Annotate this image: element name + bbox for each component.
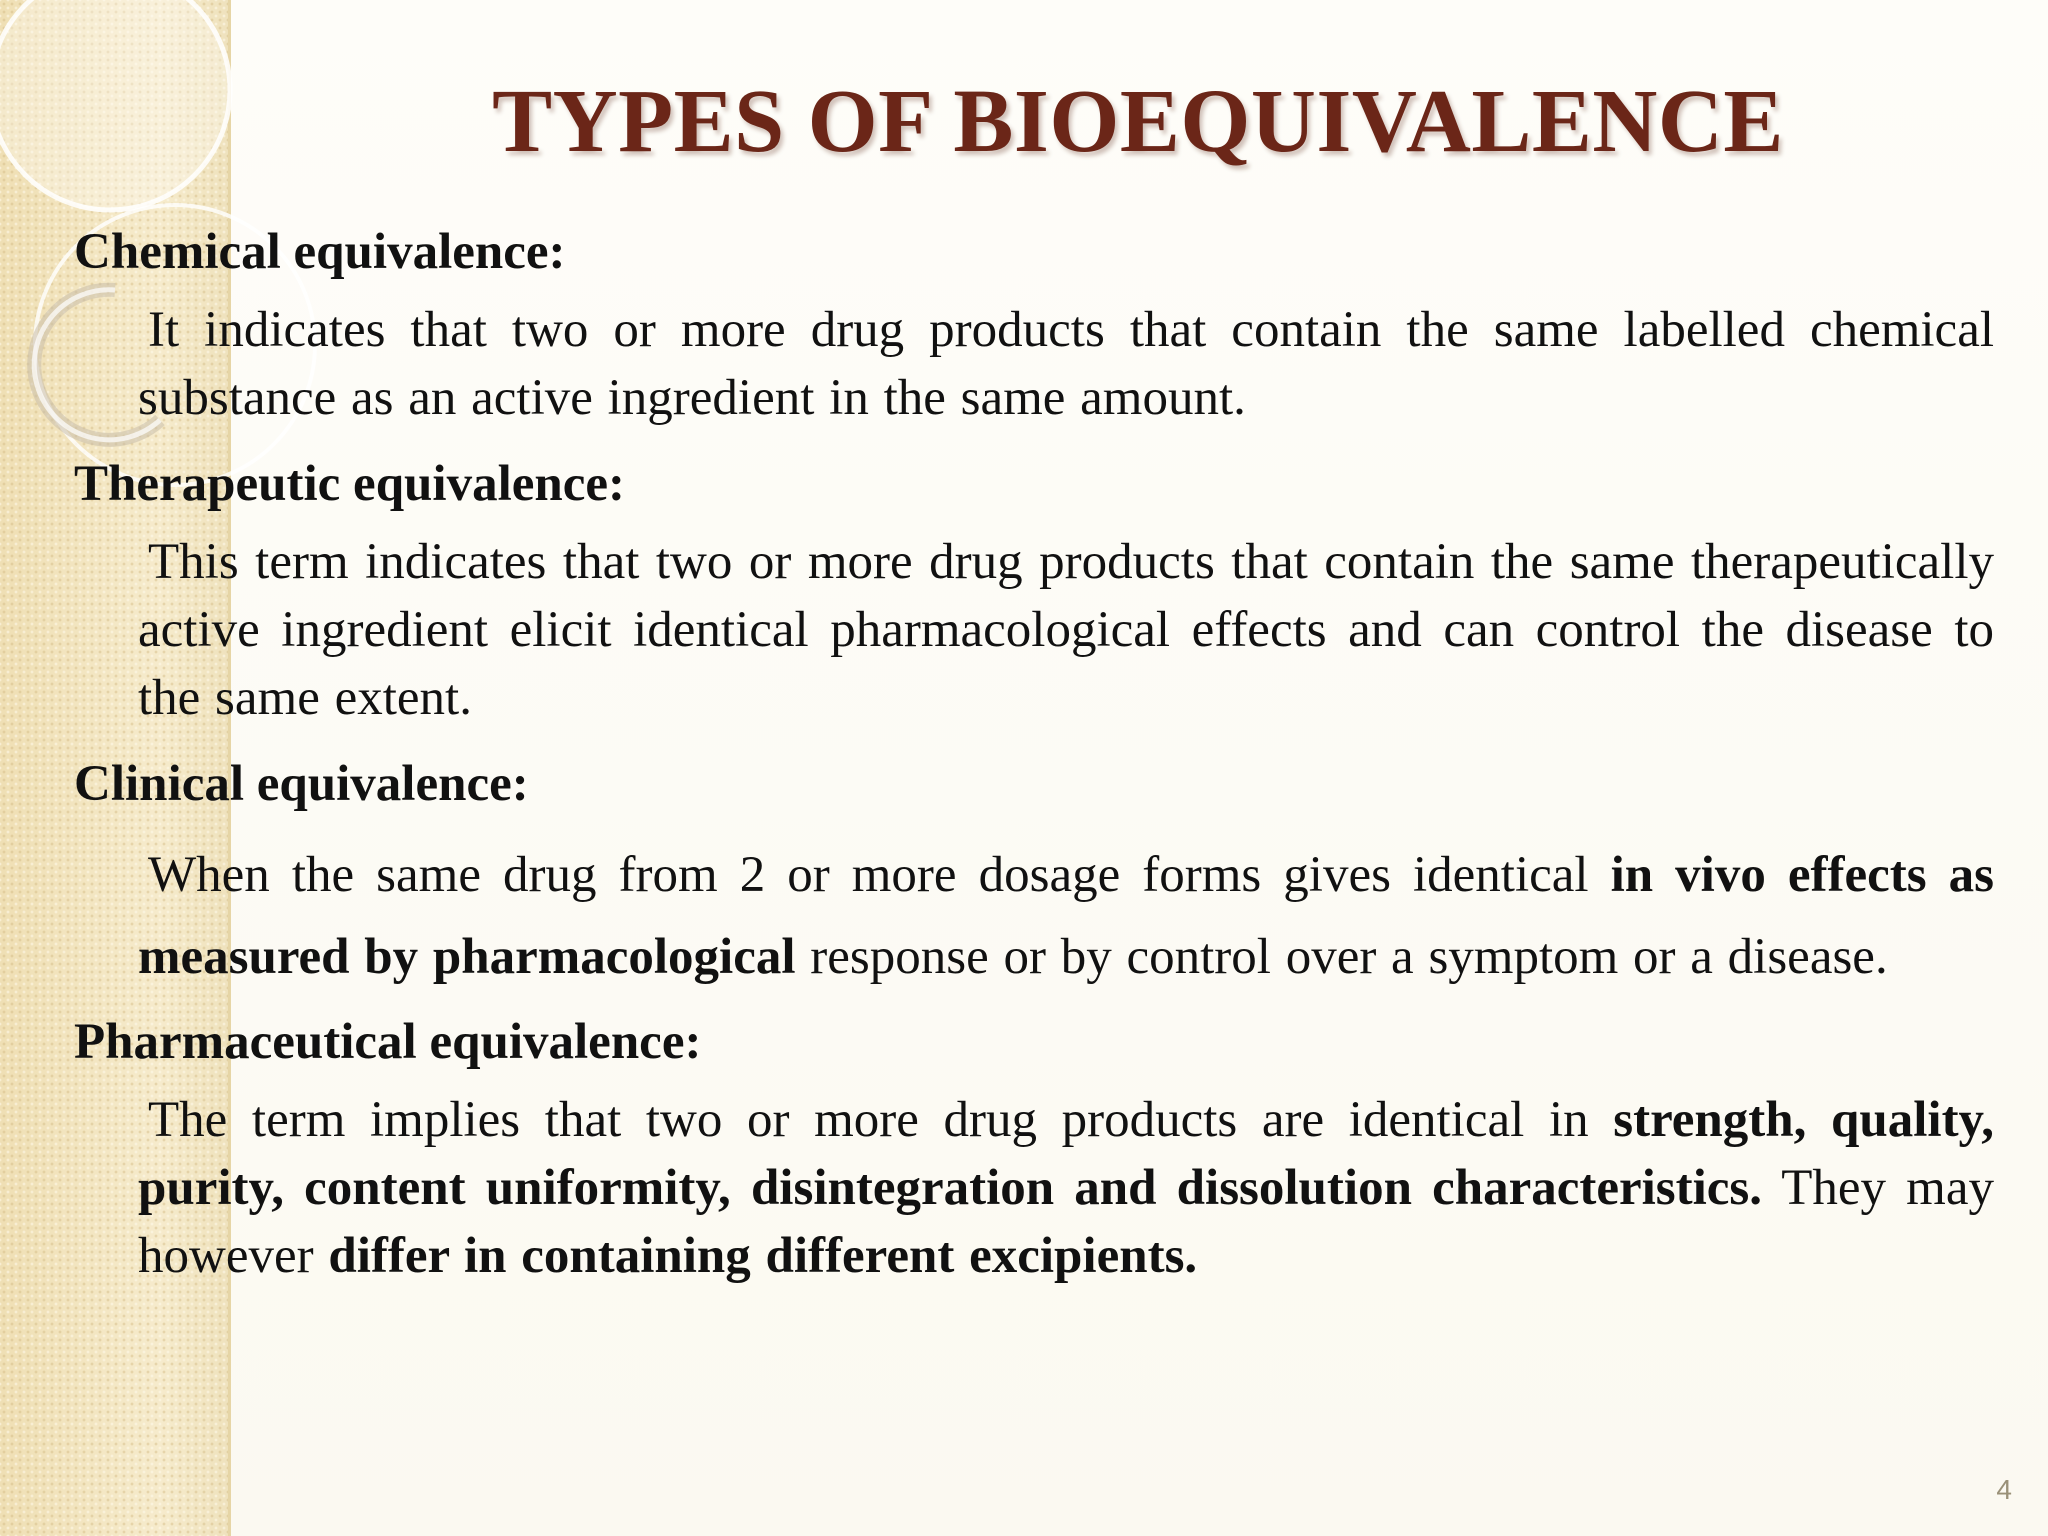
heading-therapeutic-equivalence: Therapeutic equivalence: <box>74 456 626 512</box>
slide-number: 4 <box>1996 1474 2012 1505</box>
text-therapeutic-equivalence: This term indicates that two or more drug products that contain the same therapeutically active ingredient elicit identical pharmacological effects and can control the disease to the same extent. <box>138 534 1994 726</box>
heading-chemical-equivalence: Chemical equivalence: <box>74 224 566 280</box>
pharmaceutical-text-part: The term implies that two or more drug products are identical in <box>148 1092 1614 1148</box>
pharmaceutical-text-emphasis: strength, quality, purity, content uniformity, disintegration and dissolution characteristics. <box>138 1092 1994 1216</box>
clinical-text-emphasis: in vivo effects as measured by pharmacological <box>138 847 1994 985</box>
text-pharmaceutical-equivalence <box>138 1086 1994 1290</box>
heading-clinical-equivalence: Clinical equivalence: <box>74 756 529 812</box>
clinical-text-part: response or by control over a symptom or a disease. <box>795 929 1888 985</box>
slide-title: TYPES OF BIOEQUIVALENCE <box>492 72 1784 171</box>
slide-content <box>74 218 1994 1308</box>
clinical-text-part: When the same drug from 2 or more dosage forms gives identical <box>148 847 1611 903</box>
pharmaceutical-text-part: They may however <box>138 1160 1994 1284</box>
text-clinical-equivalence <box>138 834 1994 998</box>
text-chemical-equivalence: It indicates that two or more drug products that contain the same labelled chemical substance as an active ingredient in the same amount. <box>138 302 1994 426</box>
pharmaceutical-text-emphasis: differ in containing different excipients. <box>328 1228 1198 1284</box>
heading-pharmaceutical-equivalence: Pharmaceutical equivalence: <box>74 1014 702 1070</box>
